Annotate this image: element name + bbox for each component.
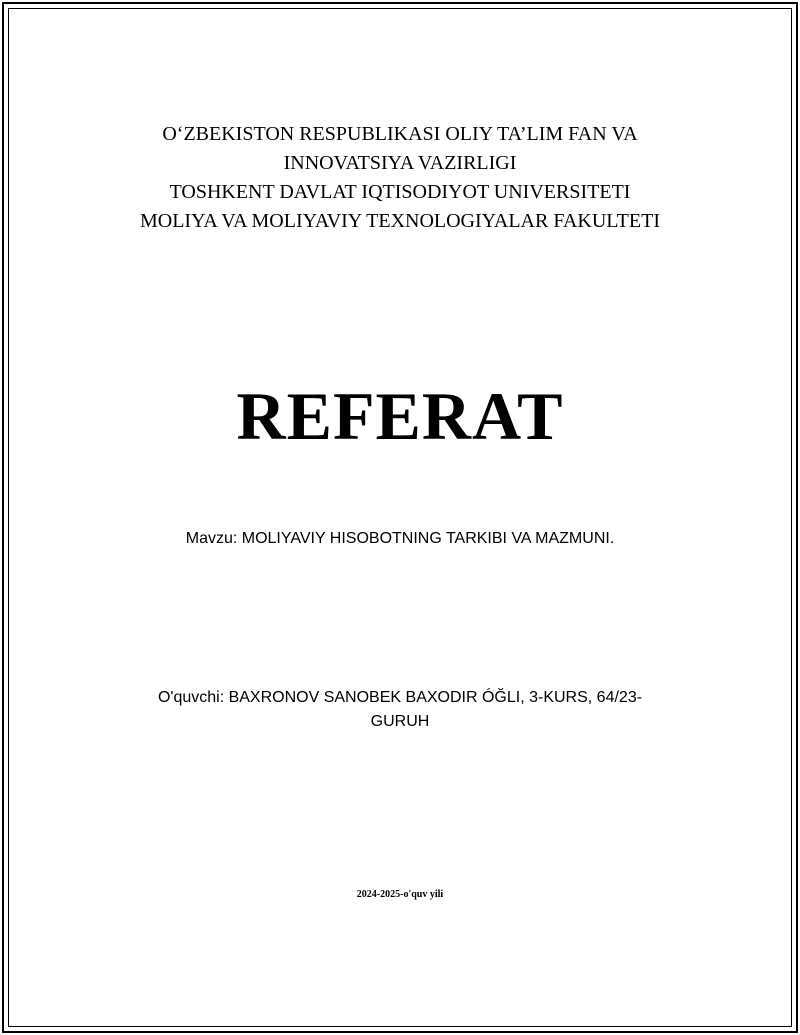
topic-line: Mavzu: MOLIYAVIY HISOBOTNING TARKIBI VA MAZMUNI. [185, 530, 615, 547]
ministry-line-2: INNOVATSIYA VAZIRLIGI [283, 152, 517, 174]
student-line-1: O'quvchi: BAXRONOV SANOBEK BAXODIR ÓĞLI, 3-KURS, 64/23- [157, 689, 643, 706]
institution-header [60, 120, 740, 236]
ministry-line-1: O‘ZBEKISTON RESPUBLIKASI OLIY TA’LIM FAN VA [162, 123, 638, 145]
student-info [60, 686, 740, 734]
document-title: REFERAT [236, 378, 564, 454]
academic-year: 2024-2025-o'quv yili [356, 889, 444, 900]
university-name: TOSHKENT DAVLAT IQTISODIYOT UNIVERSITETI [169, 181, 631, 203]
student-line-2: GURUH [370, 713, 430, 730]
faculty-name: MOLIYA VA MOLIYAVIY TEXNOLOGIYALAR FAKULTETI [139, 210, 660, 232]
